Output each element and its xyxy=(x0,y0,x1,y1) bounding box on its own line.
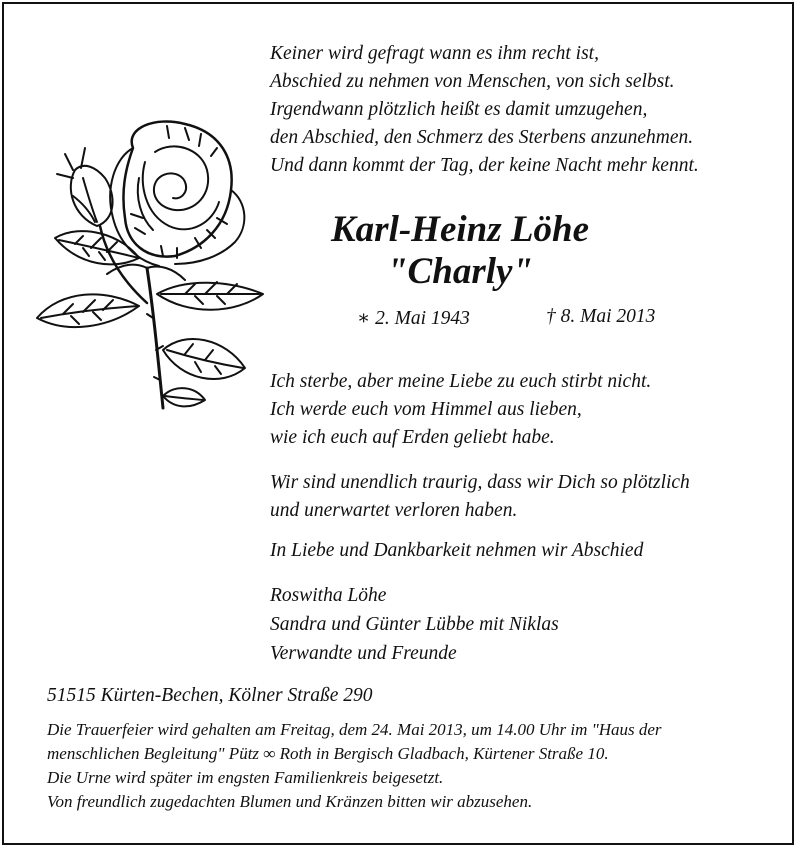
info-line: Die Urne wird später im engsten Familienkreis beigesetzt. xyxy=(47,768,444,787)
poem-line: Und dann kommt der Tag, der keine Nacht mehr kennt. xyxy=(270,155,699,176)
deceased-nickname: "Charly" xyxy=(387,251,533,292)
poem-line: Irgendwann plötzlich heißt es damit umzugehen, xyxy=(270,99,648,120)
poem-line: Keiner wird gefragt wann es ihm recht ist, xyxy=(270,43,599,64)
info-line: Die Trauerfeier wird gehalten am Freitag, dem 24. Mai 2013, um 14.00 Uhr im "Haus der xyxy=(47,720,662,739)
poem-block xyxy=(270,40,699,180)
mourner-name: Roswitha Löhe xyxy=(270,585,387,606)
rose-illustration-icon xyxy=(35,118,270,413)
deceased-name: Karl-Heinz Löhe xyxy=(331,209,589,250)
farewell-text: In Liebe und Dankbarkeit nehmen wir Abschied xyxy=(270,540,644,561)
info-line: Von freundlich zugedachten Blumen und Kränzen bitten wir abzusehen. xyxy=(47,792,533,811)
birth-date: ∗ 2. Mai 1943 xyxy=(357,308,470,329)
mourners-list xyxy=(270,581,559,668)
address-text: 51515 Kürten-Bechen, Kölner Straße 290 xyxy=(47,685,373,706)
quote-block xyxy=(270,368,651,452)
sorrow-block xyxy=(270,469,690,525)
info-line: menschlichen Begleitung" Pütz ∞ Roth in Bergisch Gladbach, Kürtener Straße 10. xyxy=(47,744,609,763)
poem-line: Abschied zu nehmen von Menschen, von sich selbst. xyxy=(270,71,675,92)
mourner-name: Sandra und Günter Lübbe mit Niklas xyxy=(270,614,559,635)
poem-line: den Abschied, den Schmerz des Sterbens anzunehmen. xyxy=(270,127,694,148)
sorrow-line: Wir sind unendlich traurig, dass wir Dich so plötzlich xyxy=(270,472,690,493)
funeral-info xyxy=(47,718,662,814)
mourner-name: Verwandte und Freunde xyxy=(270,643,457,664)
death-date: † 8. Mai 2013 xyxy=(546,306,656,327)
quote-line: Ich sterbe, aber meine Liebe zu euch stirbt nicht. xyxy=(270,371,652,392)
quote-line: Ich werde euch vom Himmel aus lieben, xyxy=(270,399,582,420)
quote-line: wie ich euch auf Erden geliebt habe. xyxy=(270,427,555,448)
sorrow-line: und unerwartet verloren haben. xyxy=(270,500,518,521)
